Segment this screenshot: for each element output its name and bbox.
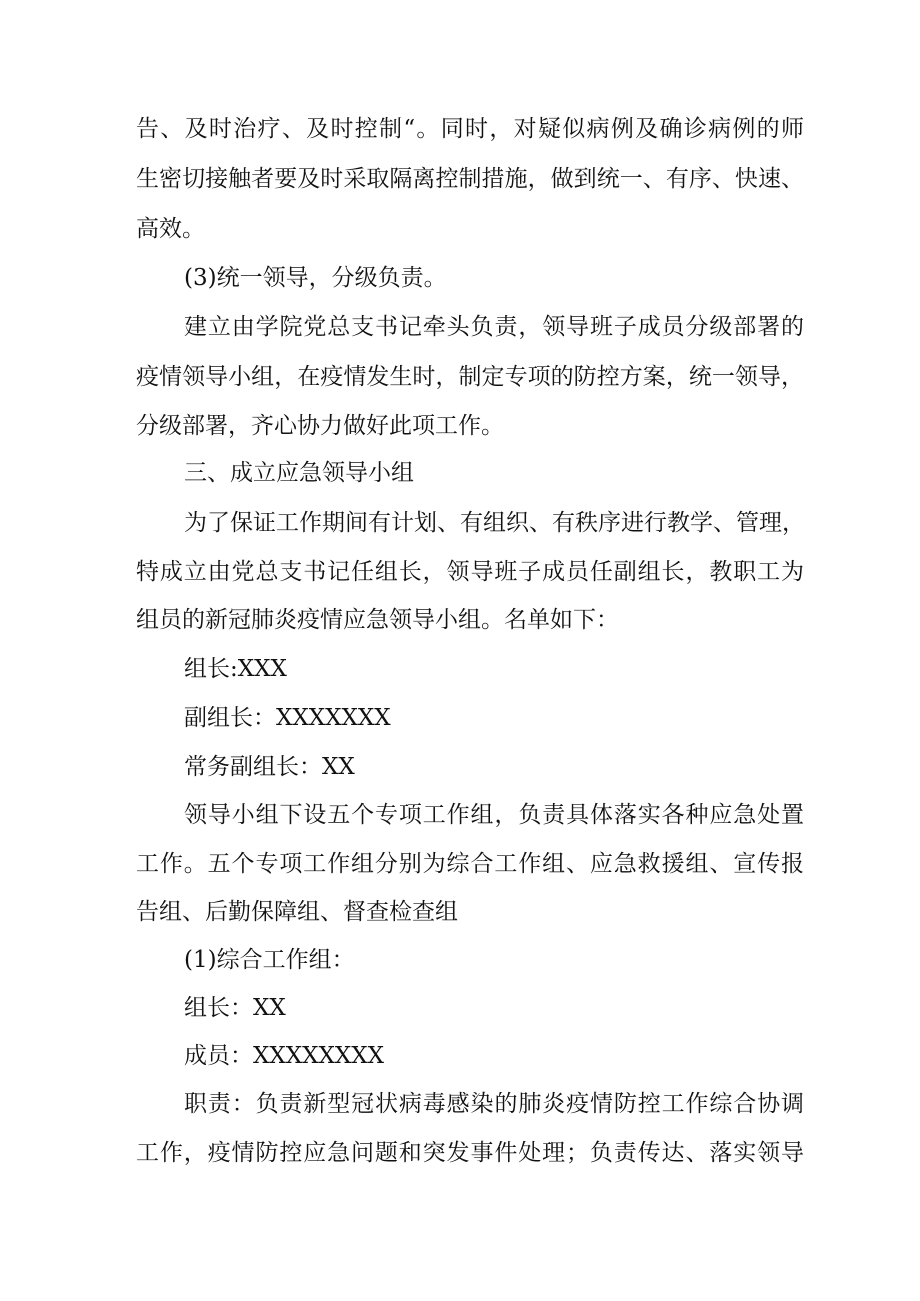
text-line-16: 工作。五个专项工作组分别为综合工作组、应急救援组、宣传报: [136, 851, 804, 877]
section-item-3: (3)统一领导，分级负责。: [184, 265, 447, 291]
group-1-duties: 职责：负责新型冠状病毒感染的肺炎疫情防控工作综合协调: [184, 1091, 804, 1117]
member-leader: 组长:XXX: [184, 656, 287, 682]
text-line-11: 组员的新冠肺炎疫情应急领导小组。名单如下：: [136, 607, 619, 633]
text-line-2: 生密切接触者要及时采取隔离控制措施，做到统一、有序、快速、: [136, 166, 804, 192]
text-line-6: 疫情领导小组，在疫情发生时，制定专项的防控方案，统一领导，: [136, 364, 804, 390]
section-heading: 三、成立应急领导小组: [184, 460, 414, 486]
text-line-7: 分级部署，齐心协力做好此项工作。: [136, 413, 504, 439]
group-1-leader: 组长：XX: [184, 995, 286, 1021]
text-line-10: 特成立由党总支书记任组长，领导班子成员任副组长，教职工为: [136, 559, 804, 585]
text-line-22: 工作，疫情防控应急问题和突发事件处理；负责传达、落实领导: [136, 1140, 804, 1166]
group-1-title: (1)综合工作组：: [184, 947, 355, 973]
text-line-15: 领导小组下设五个专项工作组，负责具体落实各种应急处置: [184, 802, 804, 828]
member-deputy-leader: 副组长：XXXXXXX: [184, 705, 391, 731]
group-1-members: 成员：XXXXXXXX: [184, 1043, 384, 1069]
text-line-5: 建立由学院党总支书记牵头负责，领导班子成员分级部署的: [184, 314, 804, 340]
text-line-17: 告组、后勤保障组、督查检查组: [136, 899, 458, 925]
text-line-3: 高效。: [136, 216, 205, 242]
member-executive-deputy: 常务副组长：XX: [184, 754, 355, 780]
text-line-9: 为了保证工作期间有计划、有组织、有秩序进行教学、管理，: [184, 510, 805, 536]
text-line-1: 告、及时治疗、及时控制“。同时，对疑似病例及确诊病例的师: [136, 116, 804, 142]
